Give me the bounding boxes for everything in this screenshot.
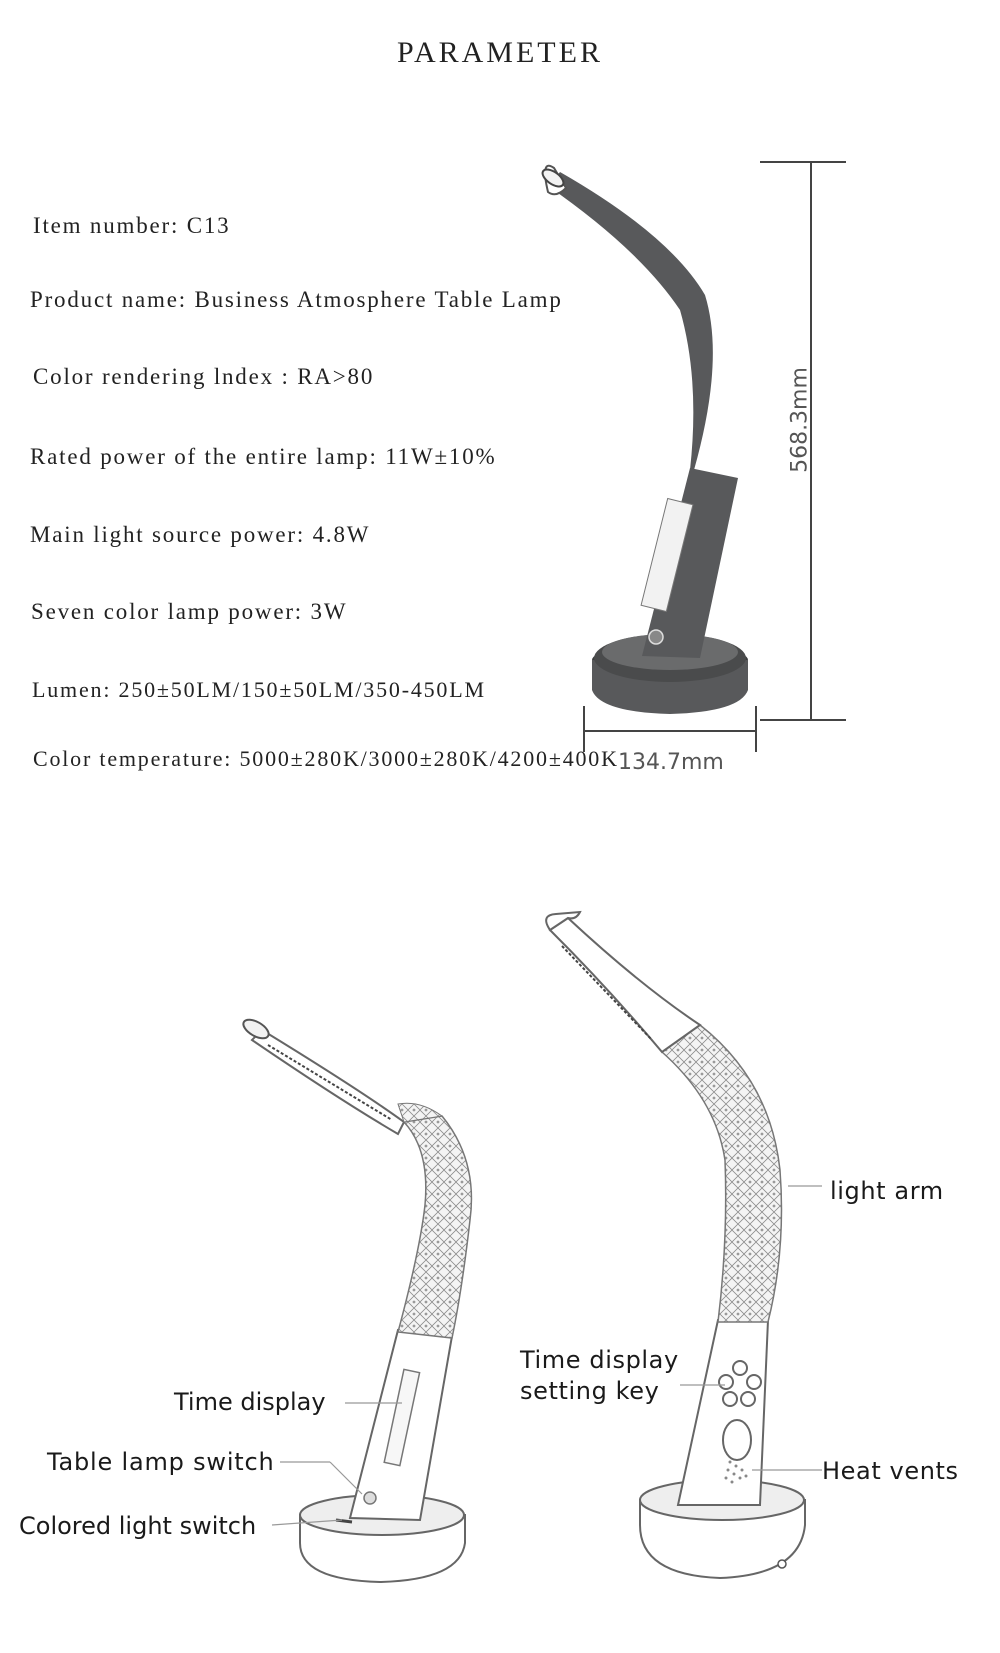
spec-lumen: Lumen: 250±50LM/150±50LM/350-450LM [32, 677, 486, 702]
callout-light-arm: light arm [830, 1177, 944, 1205]
lamp-right-illustration [546, 912, 805, 1578]
callout-time-display-setting-key-line2: setting key [520, 1377, 660, 1405]
spec-item-number: Item number: C13 [33, 213, 231, 238]
width-dimension-label: 134.7mm [618, 750, 724, 775]
page-title: PARAMETER [397, 36, 603, 69]
spec-rated-power: Rated power of the entire lamp: 11W±10% [30, 444, 497, 469]
height-dimension-label: 568.3mm [787, 367, 813, 473]
spec-product-name: Product name: Business Atmosphere Table Lamp [30, 287, 563, 312]
callout-table-lamp-switch: Table lamp switch [47, 1448, 275, 1476]
spec-seven-color-power: Seven color lamp power: 3W [31, 599, 348, 624]
callout-time-display-setting-key-line1: Time display [520, 1346, 679, 1374]
spec-main-light-power: Main light source power: 4.8W [30, 522, 371, 547]
callout-colored-light-switch: Colored light switch [19, 1512, 257, 1540]
spec-color-temperature: Color temperature: 5000±280K/3000±280K/4200±400K [33, 746, 619, 771]
lamp-dimension-drawing [540, 166, 748, 714]
callout-heat-vents: Heat vents [822, 1457, 959, 1485]
spec-color-rendering-index: Color rendering lndex : RA>80 [33, 364, 375, 389]
lamp-left-illustration [240, 1016, 471, 1582]
callout-time-display: Time display [174, 1388, 326, 1416]
